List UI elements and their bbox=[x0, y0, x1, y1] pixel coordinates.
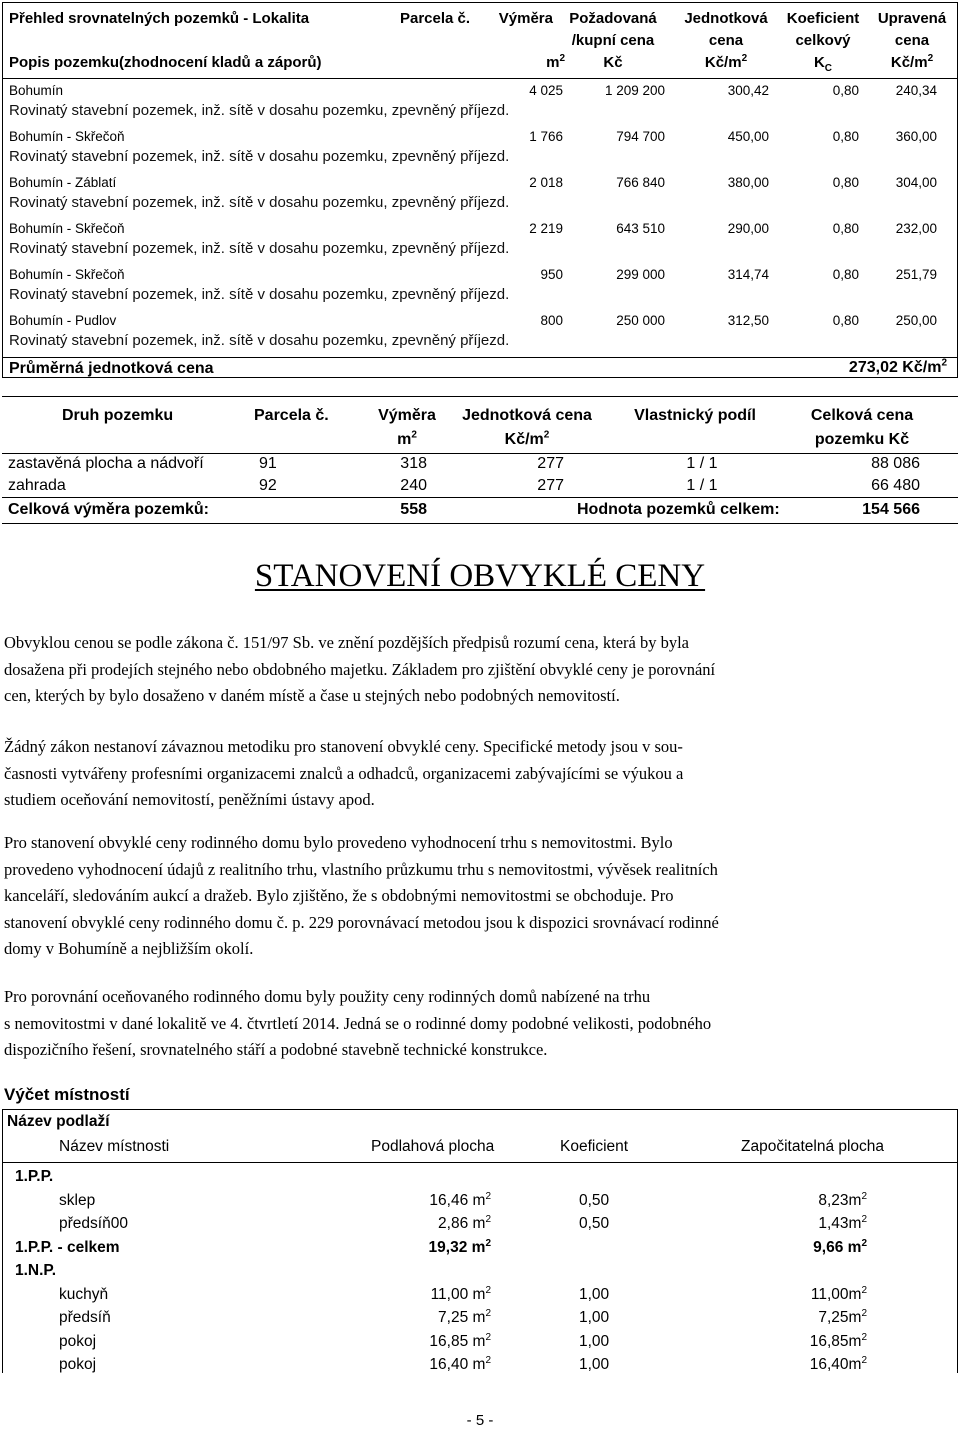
col-coefficient: Koeficient bbox=[560, 1138, 629, 1155]
room-floor-area: 16,85 $m^2$ bbox=[429, 1331, 491, 1350]
room-floor-area: 16,40 $m^2$ bbox=[429, 1354, 491, 1373]
paragraph-line: stanovení obvyklé ceny rodinného domu č. p. 229 porovnávací metodou jsou k dispozici srovnávací rodinné bbox=[4, 912, 719, 932]
locality-header: Přehled srovnatelných pozemků - Lokalita bbox=[9, 10, 310, 27]
comparable-locality: Bohumín - Skřečoň bbox=[9, 129, 125, 144]
price-header-2: /kupní cena bbox=[571, 32, 655, 49]
land-value-table bbox=[2, 396, 958, 524]
room-coefficient: 1,00 bbox=[579, 1309, 610, 1326]
paragraph-line: časnosti vytvářeny profesními organizacemi znalců a odhadců, organizacemi zabývajícími se výukou a bbox=[4, 763, 684, 783]
comparable-price: 250 000 bbox=[616, 313, 665, 328]
total-area-value: 558 bbox=[400, 501, 427, 518]
col-room-name: Název místnosti bbox=[59, 1138, 170, 1155]
price-header-1: Požadovaná bbox=[569, 10, 657, 27]
paragraph bbox=[4, 734, 956, 814]
adjusted-header-2: cena bbox=[894, 32, 930, 49]
room-counted-area: $16,85m^2$ bbox=[809, 1331, 867, 1350]
comparable-coefficient: 0,80 bbox=[832, 313, 859, 328]
paragraph bbox=[4, 830, 956, 963]
paragraph-line: provedeno vyhodnocení údajů z realitního trhu, vlastního průzkumu trhu s nemovitostmi, vývěsek realitních bbox=[4, 859, 718, 879]
comparable-locality: Bohumín - Skřečoň bbox=[9, 267, 125, 282]
land-parcel-header: Parcela č. bbox=[254, 407, 329, 424]
comparable-adjusted-price: 232,00 bbox=[895, 221, 937, 236]
floor-header: Název podlaží bbox=[7, 1113, 110, 1130]
comparable-coefficient: 0,80 bbox=[832, 83, 859, 98]
paragraph-line: studiem oceňování nemovitostí, peněžními ústavy apod. bbox=[4, 790, 375, 809]
comparable-coefficient: 0,80 bbox=[832, 175, 859, 190]
room-coefficient: 1,00 bbox=[579, 1332, 610, 1350]
land-area-unit: $m^2$ bbox=[397, 429, 417, 448]
comparable-description: Rovinatý stavební pozemek, inž. sítě v dosahu pozemku, zpevněný příjezd. bbox=[9, 194, 510, 211]
land-total-header: Celková cena bbox=[810, 407, 914, 424]
floor-total-counted: 9,66 $m^2$ bbox=[813, 1237, 867, 1256]
section-heading: STANOVENÍ OBVYKLÉ CENY bbox=[254, 558, 706, 594]
total-area-label: Celková výměra pozemků: bbox=[8, 501, 209, 518]
room-name: pokoj bbox=[59, 1332, 97, 1350]
paragraph-line: Pro stanovení obvyklé ceny rodinného domu bylo provedeno vyhodnocení trhu s nemovitostmi. Bylo bbox=[4, 833, 673, 852]
comparable-price: 299 000 bbox=[616, 267, 665, 282]
paragraph bbox=[4, 630, 956, 710]
page-number: - 5 - bbox=[466, 1412, 494, 1429]
comparable-price: 643 510 bbox=[616, 221, 665, 236]
floor-total-label: 1.P.P. - celkem bbox=[15, 1238, 120, 1256]
description-header: Popis pozemku(zhodnocení kladů a záporů) bbox=[9, 54, 322, 71]
paragraph-line: cen, kterých by bylo dosaženo v daném místě a čase u stejných nebo podobných nemovitostí. bbox=[4, 686, 620, 705]
col-floor-area: Podlahová plocha bbox=[371, 1138, 495, 1155]
room-counted-area: $11,00m^2$ bbox=[810, 1284, 867, 1303]
land-type-header: Druh pozemku bbox=[62, 407, 174, 424]
paragraph-line: dispozičního řešení, srovnatelného stáří a podobné stavebně technické konstrukce. bbox=[4, 1040, 548, 1059]
comparable-unit-price: 450,00 bbox=[727, 129, 769, 144]
comparable-locality: Bohumín bbox=[9, 83, 64, 98]
adjusted-header-3: $Kč/m^2$ bbox=[890, 53, 934, 71]
room-coefficient: 1,00 bbox=[579, 1285, 610, 1303]
land-share-header: Vlastnický podíl bbox=[634, 407, 756, 424]
land-share: 1 / 1 bbox=[686, 477, 718, 494]
room-name: předsíň bbox=[59, 1309, 111, 1326]
land-parcel: 92 bbox=[259, 477, 277, 494]
comparable-price: 794 700 bbox=[616, 129, 665, 144]
comparable-area: 800 bbox=[540, 313, 563, 328]
room-name: předsíň00 bbox=[59, 1215, 128, 1232]
comparable-adjusted-price: 360,00 bbox=[895, 129, 937, 144]
room-coefficient: 0,50 bbox=[579, 1191, 610, 1209]
room-counted-area: $16,40m^2$ bbox=[809, 1354, 867, 1373]
comparable-adjusted-price: 250,00 bbox=[895, 313, 937, 328]
coef-header-2: celkový bbox=[795, 32, 851, 49]
total-value-label: Hodnota pozemků celkem: bbox=[577, 501, 780, 518]
adjusted-header-1: Upravená bbox=[877, 10, 947, 27]
room-counted-area: $7,25m^2$ bbox=[818, 1307, 867, 1326]
land-area: 318 bbox=[400, 455, 427, 472]
land-unit-price-unit: $Kč/m^2$ bbox=[504, 429, 550, 448]
room-floor-area: 2,86 $m^2$ bbox=[438, 1213, 491, 1232]
comparable-table-header bbox=[3, 3, 957, 79]
floor-name: 1.N.P. bbox=[15, 1262, 57, 1279]
floor-name: 1.P.P. bbox=[15, 1168, 54, 1185]
rooms-section-title: Výčet místností bbox=[4, 1085, 130, 1104]
room-name: sklep bbox=[59, 1191, 96, 1209]
comparable-land-table bbox=[2, 2, 958, 378]
comparable-area: 2 219 bbox=[529, 221, 563, 236]
comparable-unit-price: 312,50 bbox=[727, 313, 769, 328]
comparable-area: 2 018 bbox=[529, 175, 563, 190]
comparable-adjusted-price: 251,79 bbox=[895, 267, 937, 282]
land-total: 88 086 bbox=[871, 455, 920, 472]
paragraph-line: dosažena při prodejích stejného nebo obdobného majetku. Základem pro zjištění obvyklé ceny je porovnání bbox=[4, 659, 716, 679]
room-coefficient: 1,00 bbox=[579, 1356, 610, 1373]
average-row bbox=[3, 357, 957, 379]
comparable-area: 4 025 bbox=[529, 83, 563, 98]
coef-header-3: $K_C$ bbox=[813, 54, 833, 74]
comparable-coefficient: 0,80 bbox=[832, 129, 859, 144]
comparable-adjusted-price: 304,00 bbox=[895, 175, 937, 190]
room-name: pokoj bbox=[59, 1356, 97, 1373]
paragraph-line: Pro porovnání oceňovaného rodinného domu byly použity ceny rodinných domů nabízené na trhu bbox=[4, 987, 651, 1006]
comparable-description: Rovinatý stavební pozemek, inž. sítě v dosahu pozemku, zpevněný příjezd. bbox=[9, 148, 510, 165]
comparable-area: 1 766 bbox=[529, 129, 563, 144]
floor-total-area: 19,32 $m^2$ bbox=[428, 1237, 491, 1256]
comparable-unit-price: 314,74 bbox=[727, 267, 769, 282]
average-value: 273,02 $Kč/m^2$ bbox=[848, 357, 947, 376]
total-value: 154 566 bbox=[862, 501, 920, 518]
price-header-3: Kč bbox=[603, 54, 623, 71]
room-floor-area: 16,46 $m^2$ bbox=[429, 1190, 491, 1209]
comparable-locality: Bohumín - Skřečoň bbox=[9, 221, 125, 236]
room-coefficient: 0,50 bbox=[579, 1215, 610, 1232]
area-header: Výměra bbox=[498, 10, 553, 27]
land-area-header: Výměra bbox=[378, 407, 436, 424]
comparable-coefficient: 0,80 bbox=[832, 221, 859, 236]
paragraph-line: Obvyklou cenou se podle zákona č. 151/97 Sb. ve znění pozdějších předpisů rozumí cena, která by byla bbox=[4, 633, 690, 652]
room-floor-area: 7,25 $m^2$ bbox=[438, 1307, 491, 1326]
comparable-locality: Bohumín - Záblatí bbox=[9, 175, 117, 190]
paragraph bbox=[4, 984, 956, 1064]
room-floor-area: 11,00 $m^2$ bbox=[430, 1284, 491, 1303]
comparable-locality: Bohumín - Pudlov bbox=[9, 313, 117, 328]
average-label: Průměrná jednotková cena bbox=[9, 360, 214, 377]
land-area: 240 bbox=[400, 477, 427, 494]
room-counted-area: $8,23m^2$ bbox=[818, 1190, 867, 1209]
paragraph-line: Žádný zákon nestanoví závaznou metodiku pro stanovení obvyklé ceny. Specifické metody jsou v sou- bbox=[4, 737, 683, 756]
land-unit-price: 277 bbox=[537, 455, 564, 472]
room-name: kuchyň bbox=[59, 1285, 109, 1303]
paragraph-line: kanceláří, sledováním aukcí a dražeb. Bylo zjištěno, že s obdobnými nemovitostmi se obchoduje. Pro bbox=[4, 886, 674, 905]
comparable-area: 950 bbox=[540, 267, 563, 282]
unit-price-header-2: cena bbox=[708, 32, 744, 49]
land-parcel: 91 bbox=[259, 455, 277, 472]
comparable-unit-price: 380,00 bbox=[727, 175, 769, 190]
unit-price-header-3: $Kč/m^2$ bbox=[704, 53, 748, 71]
paragraph-line: s nemovitostmi v dané lokalitě ve 4. čtvrtletí 2014. Jedná se o rodinné domy podobné velikosti, podobného bbox=[4, 1013, 712, 1033]
comparable-description: Rovinatý stavební pozemek, inž. sítě v dosahu pozemku, zpevněný příjezd. bbox=[9, 286, 510, 303]
land-total: 66 480 bbox=[871, 477, 920, 494]
land-type: zahrada bbox=[8, 477, 66, 494]
comparable-description: Rovinatý stavební pozemek, inž. sítě v dosahu pozemku, zpevněný příjezd. bbox=[9, 102, 510, 119]
comparable-coefficient: 0,80 bbox=[832, 267, 859, 282]
comparable-unit-price: 290,00 bbox=[727, 221, 769, 236]
area-unit-header: $m^2$ bbox=[546, 53, 565, 71]
land-total-unit: pozemku Kč bbox=[814, 431, 910, 448]
land-type: zastavěná plocha a nádvoří bbox=[8, 455, 204, 472]
rooms-table bbox=[2, 1109, 958, 1373]
land-unit-price: 277 bbox=[537, 477, 564, 494]
land-share: 1 / 1 bbox=[686, 455, 718, 472]
comparable-price: 766 840 bbox=[616, 175, 665, 190]
comparable-unit-price: 300,42 bbox=[727, 83, 769, 98]
room-counted-area: $1,43m^2$ bbox=[818, 1213, 867, 1232]
col-counted-area: Započitatelná plocha bbox=[741, 1138, 885, 1155]
comparable-description: Rovinatý stavební pozemek, inž. sítě v dosahu pozemku, zpevněný příjezd. bbox=[9, 332, 510, 349]
land-unit-price-header: Jednotková cena bbox=[462, 407, 592, 424]
comparable-adjusted-price: 240,34 bbox=[895, 83, 937, 98]
parcel-header: Parcela č. bbox=[400, 10, 471, 27]
unit-price-header-1: Jednotková bbox=[684, 10, 768, 27]
comparable-price: 1 209 200 bbox=[604, 83, 665, 98]
comparable-description: Rovinatý stavební pozemek, inž. sítě v dosahu pozemku, zpevněný příjezd. bbox=[9, 240, 510, 257]
coef-header-1: Koeficient bbox=[786, 10, 860, 27]
paragraph-line: domy v Bohumíně a nejbližším okolí. bbox=[4, 939, 254, 958]
